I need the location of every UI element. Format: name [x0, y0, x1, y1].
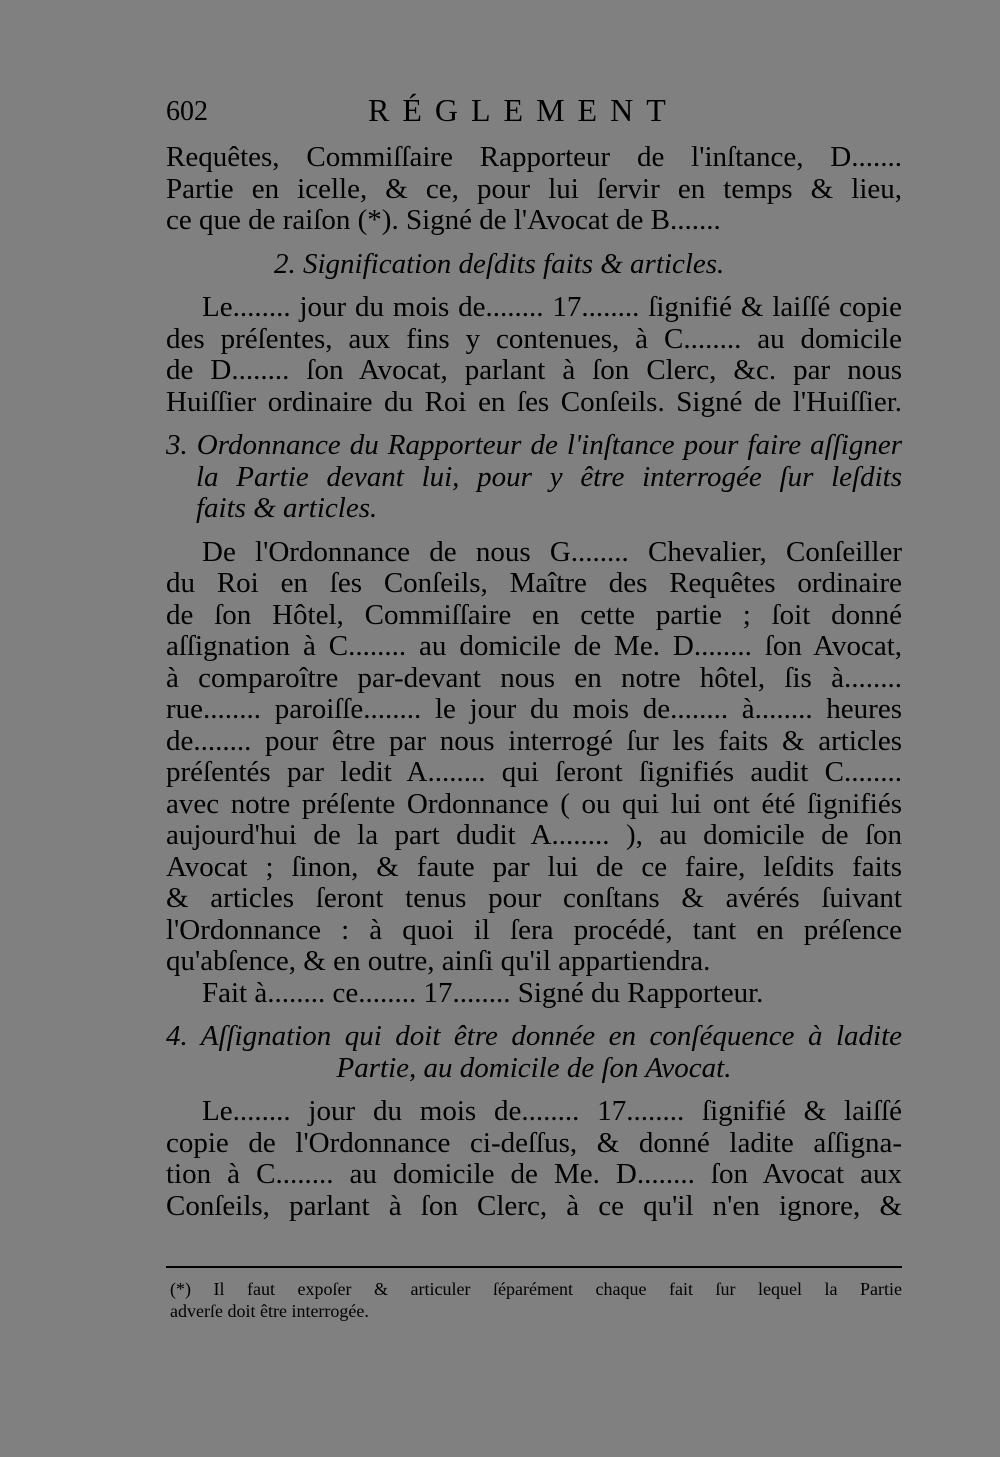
footnote-line: (*) Il faut expoſer & articuler ſéparément chaque fait ſur lequel la Partie: [170, 1279, 902, 1299]
text-line: du Roi en ſes Conſeils, Maître des Requêtes ordinaire: [166, 567, 902, 599]
text-line: qu'abſence, & en outre, ainſi qu'il appartiendra.: [166, 945, 711, 977]
text-line: des préſentes, aux fins y contenues, à C........ au domicile: [166, 322, 902, 355]
text-line: Le........ jour du mois de........ 17........ ſignifié & laiſſé: [202, 1095, 902, 1127]
text-line: aujourd'hui de la part dudit A........ ), au domicile de ſon: [166, 819, 902, 851]
footnote: [170, 1278, 902, 1322]
page-header: [166, 90, 902, 142]
text-line: Le........ jour du mois de........ 17........ ſignifié & laiſſé copie: [202, 291, 902, 323]
heading-line: Partie, au domicile de ſon Avocat.: [336, 1051, 732, 1084]
text-line: de D........ ſon Avocat, parlant à ſon Clerc, &c. par nous: [166, 354, 902, 386]
running-title: RÉGLEMENT: [368, 92, 679, 128]
text-line: à comparoître par-devant nous en notre hôtel, ſis à........: [166, 661, 902, 694]
page-body: [166, 90, 902, 1222]
footnote-rule: [166, 1266, 902, 1268]
paragraph-assignation: [166, 1096, 902, 1222]
text-line: Avocat ; ſinon, & faute par lui de ce faire, leſdits faits: [166, 850, 902, 883]
section-heading-3: [166, 430, 902, 525]
text-line: aſſignation à C........ au domicile de Me. D........ ſon Avocat,: [166, 630, 902, 662]
text-line: & articles ſeront tenus pour conſtans & avérés ſuivant: [166, 882, 902, 914]
text-line: l'Ordonnance : à quoi il ſera procédé, tant en préſence: [166, 913, 902, 946]
page-number: 602: [166, 96, 208, 127]
text-line: de ſon Hôtel, Commiſſaire en cette partie ; ſoit donné: [166, 598, 902, 631]
paragraph-continuation: [166, 142, 902, 237]
text-line: Huiſſier ordinaire du Roi en ſes Conſeils. Signé de l'Huiſſier.: [166, 385, 902, 418]
section-heading-4: [166, 1021, 902, 1084]
section-heading-2: 2. Signification deſdits faits & articles.: [274, 247, 725, 280]
text-line: Partie en icelle, & ce, pour lui ſervir en temps & lieu,: [166, 172, 902, 205]
text-line: Requêtes, Commiſſaire Rapporteur de l'inſtance, D.......: [166, 141, 902, 173]
text-line: Fait à........ ce........ 17........ Signé du Rapporteur.: [202, 976, 764, 1009]
text-line: préſentés par ledit A........ qui ſeront ſignifiés audit C........: [166, 756, 902, 788]
text-line: tion à C........ au domicile de Me. D........ ſon Avocat aux: [166, 1158, 902, 1190]
text-line: copie de l'Ordonnance ci-deſſus, & donné ladite aſſigna-: [166, 1126, 902, 1159]
paragraph-ordonnance: [166, 537, 902, 1010]
text-line: rue........ paroiſſe........ le jour du mois de........ à........ heures: [166, 693, 902, 725]
heading-line: faits & articles.: [196, 492, 378, 524]
text-line: Conſeils, parlant à ſon Clerc, à ce qu'il n'en ignore, &: [166, 1189, 902, 1222]
text-line: De l'Ordonnance de nous G........ Chevalier, Conſeiller: [202, 535, 902, 568]
footnote-line: adverſe doit être interrogée.: [170, 1301, 369, 1321]
text-line: de........ pour être par nous interrogé ſur les faits & articles: [166, 724, 902, 757]
text-line: avec notre préſente Ordonnance ( ou qui lui ont été ſignifiés: [166, 787, 902, 820]
paragraph-signification: [166, 292, 902, 418]
text-line: ce que de raiſon (*). Signé de l'Avocat de B.......: [166, 204, 721, 236]
heading-line: la Partie devant lui, pour y être interrogée ſur leſdits: [196, 460, 902, 493]
heading-line: 4. Aſſignation qui doit être donnée en conſéquence à ladite: [166, 1020, 902, 1052]
heading-line: 3. Ordonnance du Rapporteur de l'inſtance pour faire aſſigner: [166, 429, 902, 461]
